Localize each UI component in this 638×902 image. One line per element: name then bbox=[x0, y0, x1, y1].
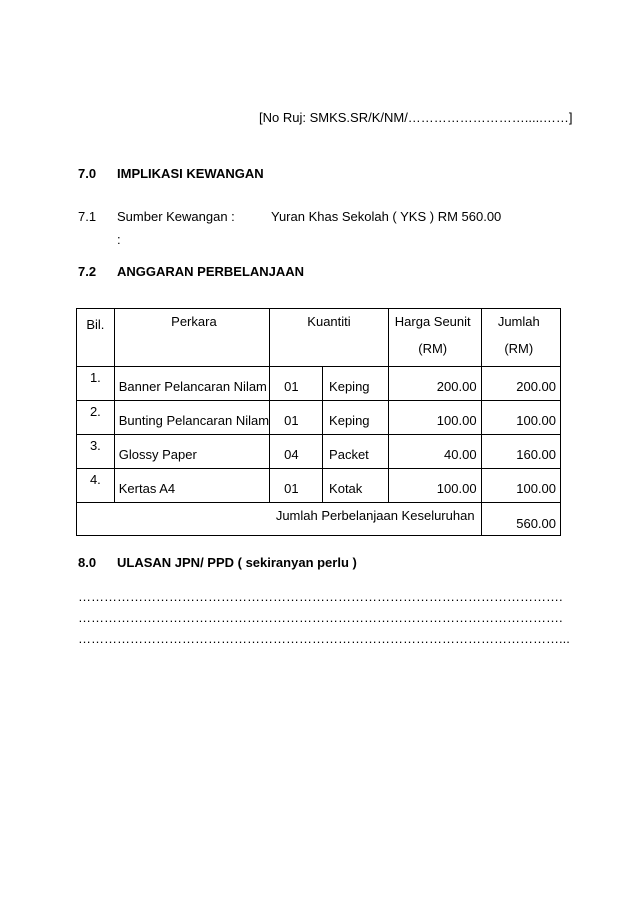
row-perkara: Glossy Paper bbox=[114, 435, 269, 469]
row-bil: 1. bbox=[77, 367, 115, 401]
comment-line: …………………………………………………………………………………………………... bbox=[78, 631, 570, 646]
row-total: 100.00 bbox=[481, 401, 560, 435]
section-7-number: 7.0 bbox=[78, 166, 97, 181]
row-qty: 04 bbox=[270, 435, 323, 469]
section-8-number: 8.0 bbox=[78, 555, 97, 570]
funding-source-continuation: : bbox=[117, 232, 121, 247]
comment-line: …………………………………………………………………………………………………. bbox=[78, 610, 563, 625]
funding-source-label: Sumber Kewangan : bbox=[117, 209, 235, 224]
section-7-2-number: 7.2 bbox=[78, 264, 97, 279]
summary-value: 560.00 bbox=[481, 503, 560, 536]
section-7-title: IMPLIKASI KEWANGAN bbox=[117, 166, 264, 181]
table-summary-row bbox=[77, 503, 561, 536]
row-qty: 01 bbox=[270, 469, 323, 503]
row-total: 100.00 bbox=[481, 469, 560, 503]
reference-number: [No Ruj: SMKS.SR/K/NM/……………………….....……] bbox=[259, 110, 573, 125]
comment-line: …………………………………………………………………………………………………. bbox=[78, 589, 563, 604]
header-bil: Bil. bbox=[77, 309, 115, 367]
header-kuantiti: Kuantiti bbox=[270, 309, 389, 367]
table-header-row bbox=[77, 309, 561, 367]
row-unit: Kotak bbox=[323, 469, 389, 503]
row-qty: 01 bbox=[270, 401, 323, 435]
row-perkara: Kertas A4 bbox=[114, 469, 269, 503]
header-perkara: Perkara bbox=[114, 309, 269, 367]
row-bil: 2. bbox=[77, 401, 115, 435]
row-price: 100.00 bbox=[388, 401, 481, 435]
row-unit: Keping bbox=[323, 401, 389, 435]
table-row bbox=[77, 401, 561, 435]
row-perkara: Bunting Pelancaran Nilam bbox=[114, 401, 269, 435]
row-total: 160.00 bbox=[481, 435, 560, 469]
row-total: 200.00 bbox=[481, 367, 560, 401]
header-harga-seunit: Harga Seunit (RM) bbox=[388, 309, 481, 367]
row-bil: 4. bbox=[77, 469, 115, 503]
row-price: 100.00 bbox=[388, 469, 481, 503]
row-price: 200.00 bbox=[388, 367, 481, 401]
budget-table bbox=[76, 308, 561, 536]
row-bil: 3. bbox=[77, 435, 115, 469]
funding-source-value: Yuran Khas Sekolah ( YKS ) RM 560.00 bbox=[271, 209, 502, 224]
summary-label: Jumlah Perbelanjaan Keseluruhan bbox=[77, 503, 482, 536]
table-row bbox=[77, 435, 561, 469]
section-7-2-title: ANGGARAN PERBELANJAAN bbox=[117, 264, 305, 279]
row-price: 40.00 bbox=[388, 435, 481, 469]
table-row bbox=[77, 367, 561, 401]
section-8-title: ULASAN JPN/ PPD ( sekiranyan perlu ) bbox=[117, 555, 357, 570]
row-unit: Packet bbox=[323, 435, 389, 469]
row-qty: 01 bbox=[270, 367, 323, 401]
row-perkara: Banner Pelancaran Nilam bbox=[114, 367, 269, 401]
section-7-1-number: 7.1 bbox=[78, 209, 97, 224]
row-unit: Keping bbox=[323, 367, 389, 401]
table-row bbox=[77, 469, 561, 503]
header-jumlah: Jumlah (RM) bbox=[481, 309, 560, 367]
